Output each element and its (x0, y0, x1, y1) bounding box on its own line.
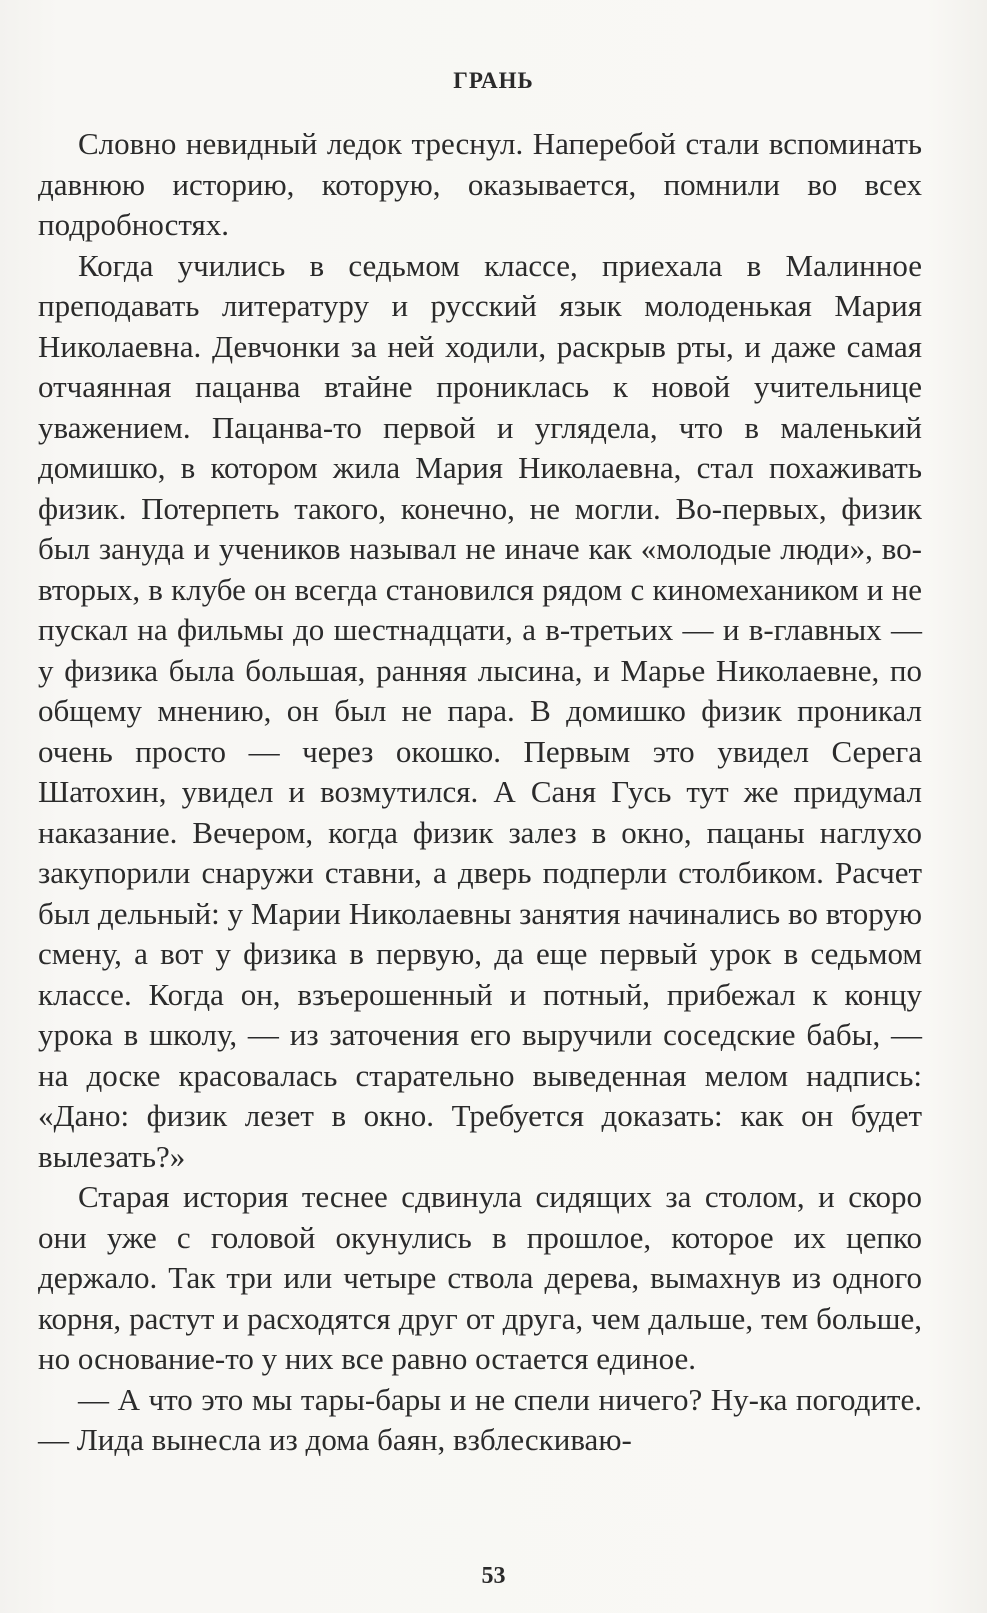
page-number: 53 (481, 1563, 506, 1589)
body-text (38, 124, 922, 1461)
paragraph: Старая история теснее сдвинула сидящих за столом, и скоро они уже с головой окунулись в прошлое, которое их цепко держало. Так три или четыре ствола дерева, вымахнув из одного корня, растут и расходятся друг от друга, чем дальше, тем больше, но основание-то у них все равно остается единое. (38, 1179, 922, 1376)
paragraph: — А что это мы тары-бары и не спели ничего? Ну-ка погодите. — Лида вынесла из дома баян, взблескиваю- (38, 1381, 922, 1457)
paragraph: Когда учились в седьмом классе, приехала в Малинное преподавать литературу и русский язык молоденькая Мария Николаевна. Девчонки за ней ходили, раскрыв рты, и даже самая отчаянная пацанва втайне прониклась к новой учительнице уважением. Пацанва-то первой и углядела, что в маленький домишко, в котором жила Мария Николаевна, стал похаживать физик. Потерпеть такого, конечно, не могли. Во-первых, физик был зануда и учеников называл не иначе как «молодые люди», во-вторых, в клубе он всегда становился рядом с киномехаником и не пускал на фильмы до шестнадцати, а в-третьих — и в-главных — у физика была большая, ранняя лысина, и Марье Николаевне, по общему мнению, он был не пара. В домишко физик проникал очень просто — через окошко. Первым это увидел Серега Шатохин, увидел и возмутился. А Саня Гусь тут же придумал наказание. Вечером, когда физик залез в окно, пацаны наглухо закупорили снаружи ставни, а дверь подперли столбиком. Расчет был дельный: у Марии Николаевны занятия начинались во вторую смену, а вот у физика в первую, да еще первый урок в седьмом классе. Когда он, взъерошенный и потный, прибежал к концу урока в школу, — из заточения его выручили соседские бабы, — на доске красовалась старательно выведенная мелом надпись: «Дано: физик лезет в окно. Требуется доказать: как он будет вылезать?» (38, 247, 922, 1174)
running-title: ГРАНЬ (453, 68, 534, 93)
paragraph: Словно невидный ледок треснул. Наперебой стали вспоминать давнюю историю, которую, оказывается, помнили во всех подробностях. (38, 126, 922, 242)
